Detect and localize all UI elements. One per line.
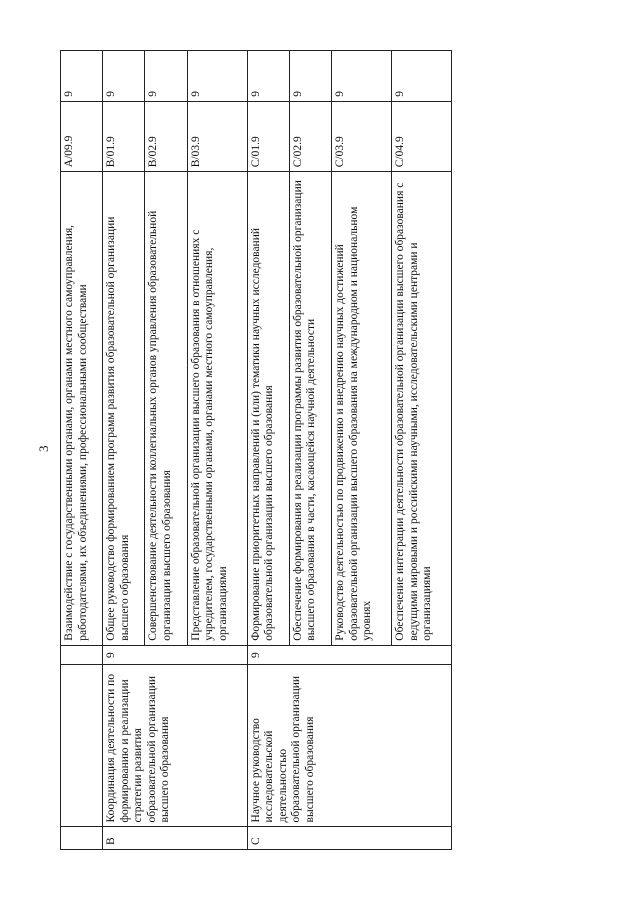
function-code-cell: [103, 101, 145, 171]
function-text: Обеспечение интеграции деятельности образовательной организации высшего образования с ведущими мировыми и российскими научными, исследовательскими центрами и организациями: [393, 182, 434, 641]
function-code: C/03.9: [333, 136, 346, 168]
function-text: Обеспечение формирования и реализации программы развития образовательной организации высшего образования в части, касающейся научной деятельности: [291, 180, 318, 641]
function-text-cell: [391, 172, 451, 645]
function-level: 9: [147, 91, 160, 97]
function-level-cell: [103, 51, 145, 102]
table-row: [103, 51, 145, 850]
function-level-cell: [247, 51, 289, 102]
group-code: B: [105, 837, 118, 845]
group-level-cell: [61, 645, 103, 665]
function-level: 9: [189, 91, 202, 97]
group-code: C: [249, 837, 262, 845]
function-code-cell: [289, 101, 331, 171]
function-text-cell: [103, 172, 145, 645]
function-level-cell: [391, 51, 451, 102]
group-code-cell: [103, 827, 247, 850]
group-name-cell: [61, 665, 103, 827]
function-code-cell: [187, 101, 247, 171]
labor-functions-table: [60, 50, 452, 850]
function-text: Представление образовательной организации высшего образования в отношениях с учредителем, государственными органами, органами местного самоуправления, организациями: [189, 229, 229, 641]
function-code: C/02.9: [291, 136, 304, 168]
group-code-cell: [61, 827, 103, 850]
function-level-cell: [289, 51, 331, 102]
group-name: Научное руководство исследовательской деятельностью образовательной организации высшего образования: [249, 675, 316, 823]
function-code: B/02.9: [147, 136, 160, 168]
table-row: [247, 51, 289, 850]
function-code: B/03.9: [189, 136, 202, 168]
function-text: Взаимодействие с государственными органами, органами местного самоуправления, работодателями, их объединениями, профессиональными сообществами: [63, 224, 89, 641]
function-level: 9: [333, 91, 346, 97]
function-text: Формирование приоритетных направлений и (или) тематики научных исследований образовательной организации высшего образования: [249, 227, 276, 641]
function-code: B/01.9: [105, 136, 118, 168]
group-level-cell: [247, 645, 451, 665]
table-row: [61, 51, 103, 850]
page-number: 3: [36, 445, 51, 452]
function-code: A/09.9: [63, 135, 75, 168]
function-text: Совершенствование деятельности коллегиальных органов управления образовательной организации высшего образования: [147, 210, 173, 641]
function-level-cell: [61, 51, 103, 102]
function-text-cell: [289, 172, 331, 645]
group-name-cell: [247, 665, 451, 827]
function-code-cell: [145, 101, 187, 171]
function-level-cell: [145, 51, 187, 102]
function-level: 9: [249, 91, 262, 97]
function-code-cell: [331, 101, 391, 171]
function-level: 9: [291, 91, 304, 97]
function-level: 9: [393, 91, 406, 97]
group-level: 9: [105, 652, 118, 658]
function-text-cell: [331, 172, 391, 645]
function-text-cell: [145, 172, 187, 645]
function-level-cell: [331, 51, 391, 102]
group-code-cell: [247, 827, 451, 850]
function-level: 9: [63, 91, 75, 97]
function-code-cell: [247, 101, 289, 171]
function-level: 9: [105, 91, 118, 97]
function-text-cell: [61, 172, 103, 645]
function-code-cell: [61, 101, 103, 171]
function-code-cell: [391, 101, 451, 171]
function-level-cell: [187, 51, 247, 102]
group-level-cell: [103, 645, 247, 665]
rotated-table-wrapper: [60, 50, 452, 850]
function-code: C/01.9: [249, 136, 262, 168]
function-text: Руководство деятельностью по продвижению и внедрению научных достижений образовательной организации высшего образования на международном и национальном уровнях: [333, 206, 374, 641]
group-level: 9: [249, 652, 262, 658]
function-text-cell: [247, 172, 289, 645]
function-code: C/04.9: [393, 136, 406, 168]
group-name: Координация деятельности по формированию и реализации стратегии развития образовательной организации высшего образования: [105, 673, 172, 823]
function-text-cell: [187, 172, 247, 645]
group-name-cell: [103, 665, 247, 827]
function-text: Общее руководство формированием программ развития образовательной организации высшего образования: [105, 216, 131, 641]
